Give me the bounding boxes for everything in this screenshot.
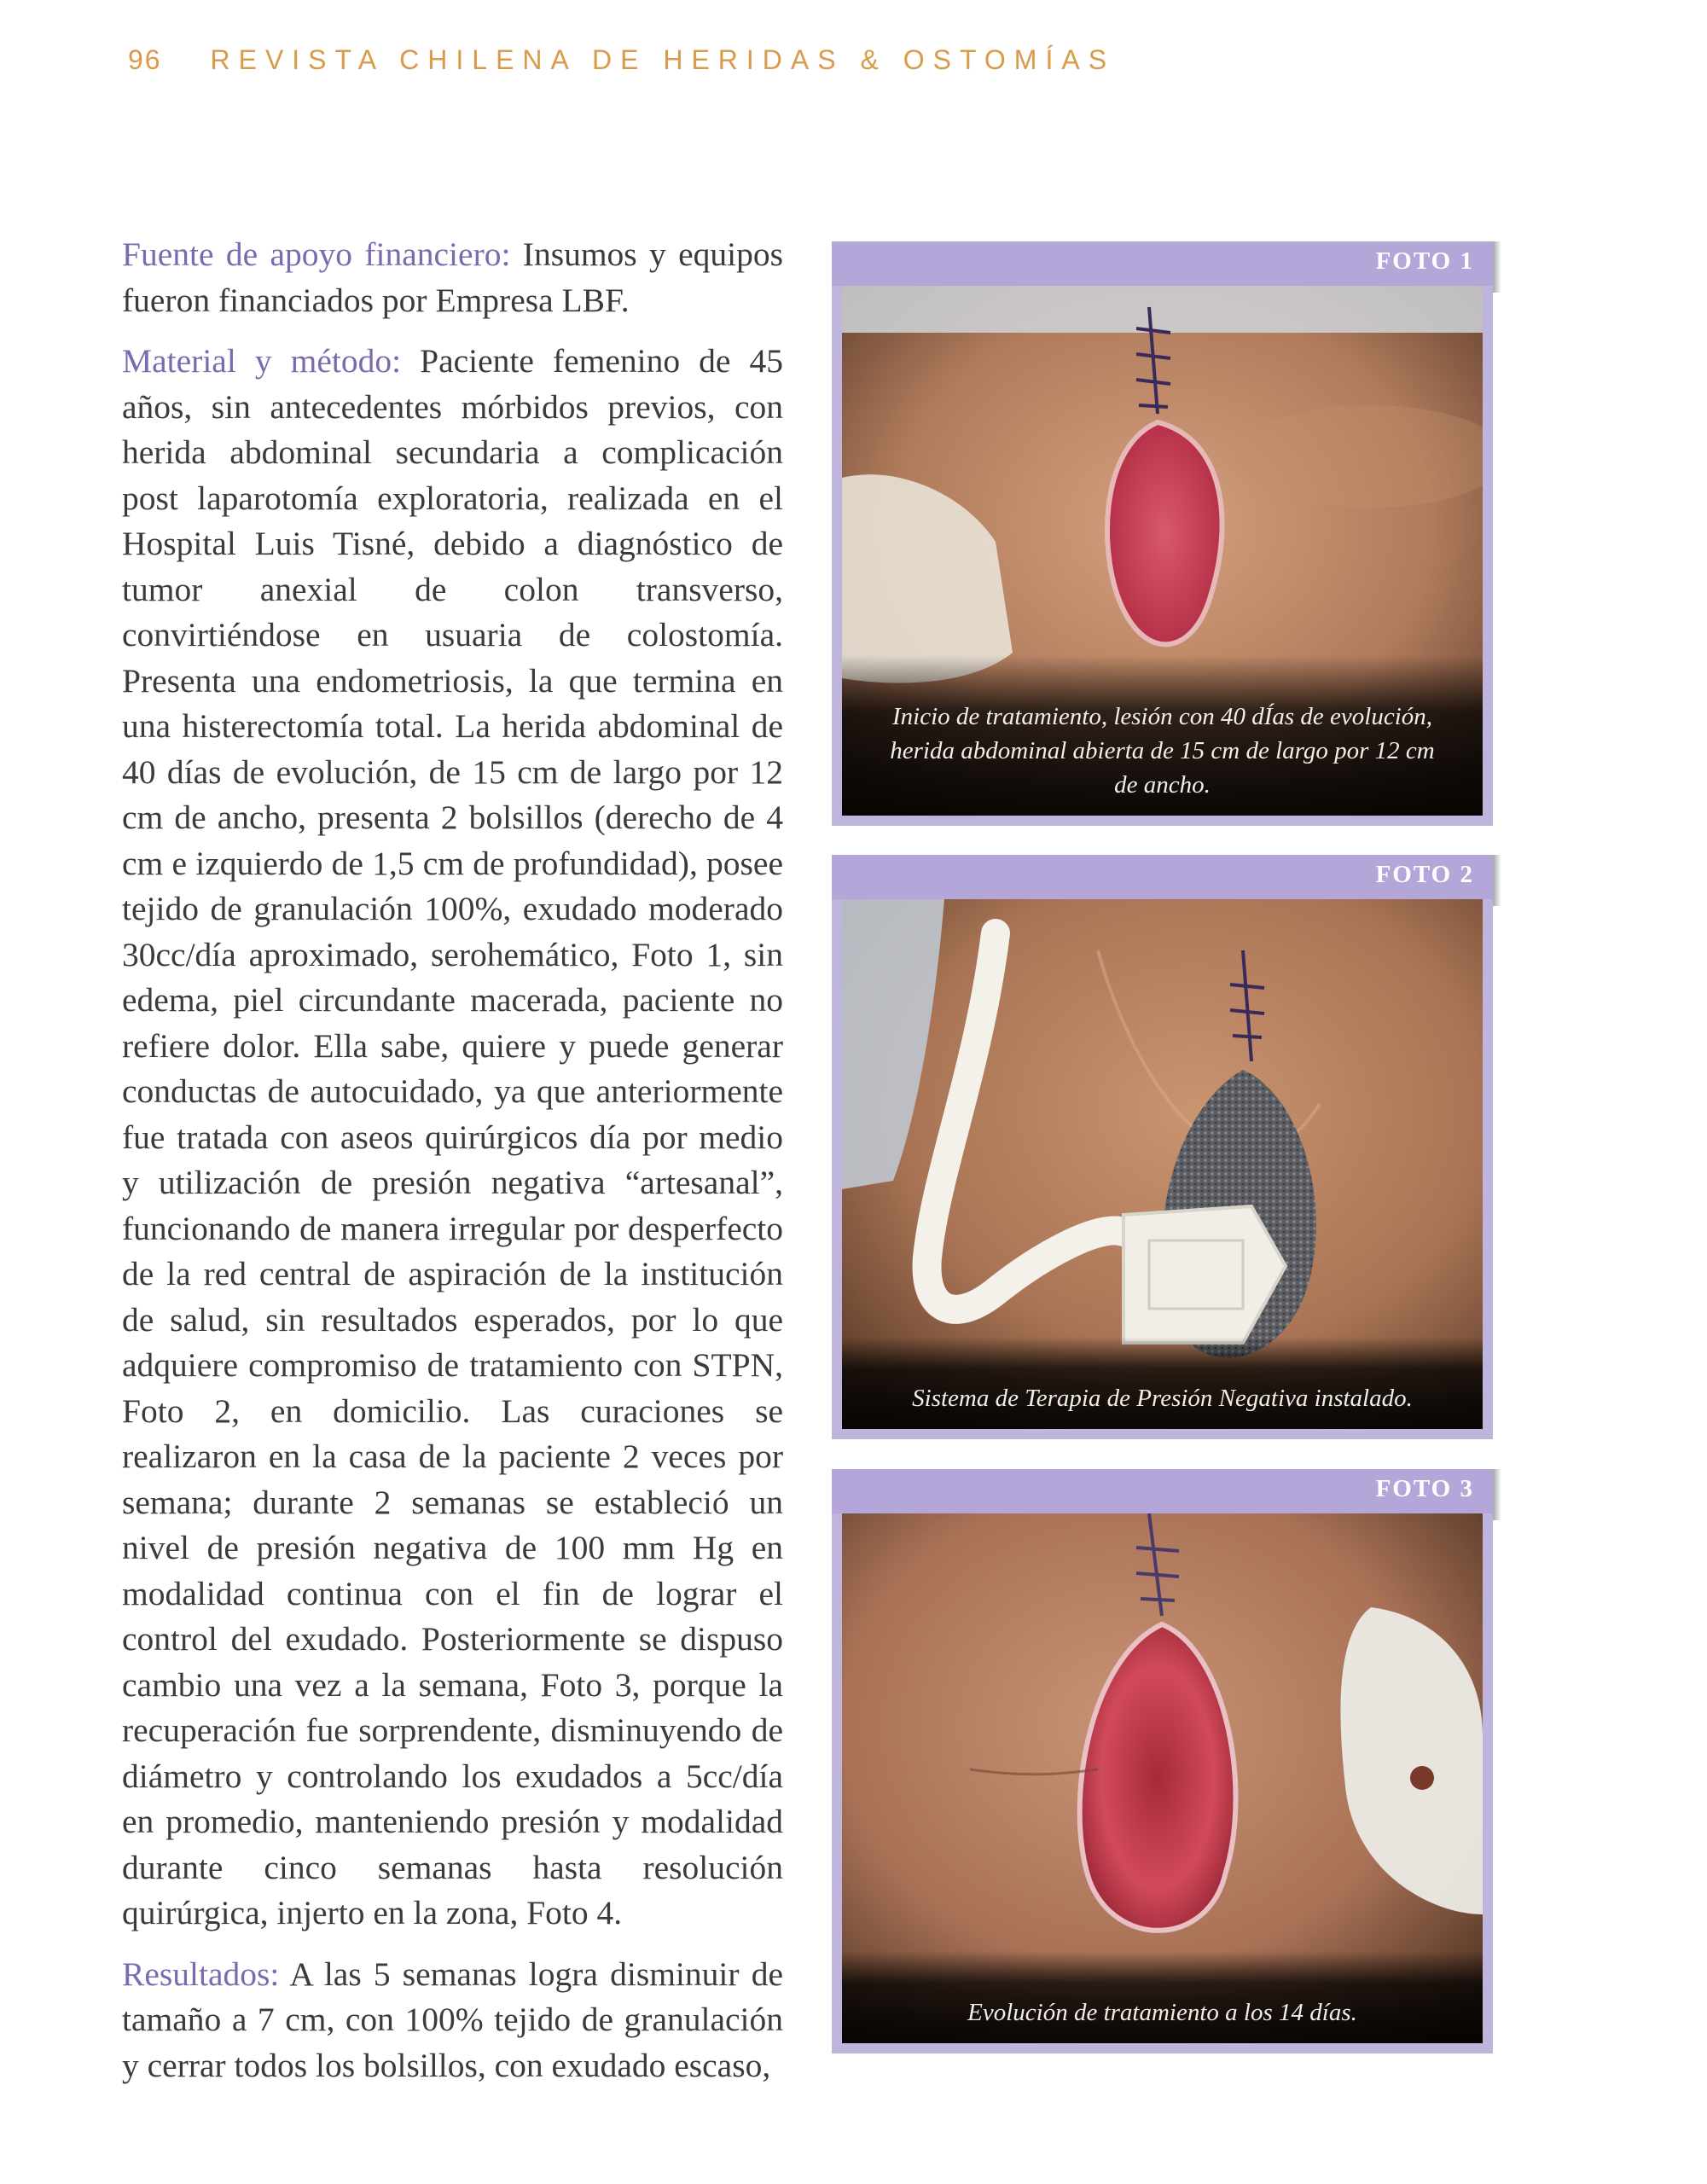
figure-caption: Evolución de tratamiento a los 14 días. [842, 1951, 1483, 2043]
figure-label-bar [832, 1469, 1493, 1513]
wound-photo-1 [842, 286, 1483, 816]
funding-heading: Fuente de apoyo financiero: [122, 235, 511, 273]
methods-heading: Material y método: [122, 342, 402, 380]
figure-foto-1 [832, 241, 1493, 826]
results-paragraph [122, 1952, 783, 2089]
journal-title: REVISTA CHILENA DE HERIDAS & OSTOMÍAS [210, 44, 1116, 75]
figure-caption: Inicio de tratamiento, lesión con 40 dÍas de evolución, herida abdominal abierta de 15 cm de largo por 12 cm de ancho. [842, 655, 1483, 816]
funding-paragraph [122, 232, 783, 323]
wound-photo-2 [842, 899, 1483, 1429]
figure-foto-3 [832, 1469, 1493, 2053]
results-text: A las 5 semanas logra disminuir de tamaño a 7 cm, con 100% tejido de granulación y cerrar todos los bolsillos, con exudado escaso, [122, 1955, 783, 2084]
methods-text: Paciente femenino de 45 años, sin antecedentes mórbidos previos, con herida abdominal secundaria a complicación post laparotomía exploratoria, realizada en el Hospital Luis Tisné, debido a diagnóstico de tumor anexial de colon transverso, convirtiéndose en usuaria de colostomía. Presenta una endometriosis, la que termina en una histerectomía total. La herida abdominal de 40 días de evolución, de 15 cm de largo por 12 cm de ancho, presenta 2 bolsillos (derecho de 4 cm e izquierdo de 1,5 cm de profundidad), posee tejido de granulación 100%, exudado moderado 30cc/día aproximado, serohemático, Foto 1, sin edema, piel circundante macerada, paciente no refiere dolor. Ella sabe, quiere y puede generar conductas de autocuidado, ya que anteriormente fue tratada con aseos quirúrgicos día por medio y utilización de presión negativa “artesanal”, funcionando de manera irregular por desperfecto de la red central de aspiración de la institución de salud, sin resultados esperados, por lo que adquiere compromiso de tratamiento con STPN, Foto 2, en domicilio. Las curaciones se realizaron en la casa de la paciente 2 veces por semana; durante 2 semanas se estableció un nivel de presión negativa de 100 mm Hg en modalidad continua con el fin de lograr el control del exudado. Posteriormente se dispuso cambio una vez a la semana, Foto 3, porque la recuperación fue sorprendente, disminuyendo de diámetro y controlando los exudados a 5cc/día en promedio, manteniendo presión y modalidad durante cinco semanas hasta resolución quirúrgica, injerto en la zona, Foto 4. [122, 342, 784, 1931]
figure-label: FOTO 2 [1375, 861, 1474, 888]
figure-foto-2 [832, 855, 1493, 1439]
running-header [128, 44, 1115, 76]
figure-label: FOTO 3 [1375, 1475, 1474, 1502]
methods-paragraph [122, 339, 783, 1937]
wound-photo-3 [842, 1513, 1483, 2043]
figure-caption: Sistema de Terapia de Presión Negativa instalado. [842, 1337, 1483, 1429]
article-text-column [122, 232, 783, 2104]
figure-label-bar [832, 855, 1493, 899]
page-number: 96 [128, 44, 162, 75]
funding-text: Insumos y equipos fueron financiados por Empresa LBF. [122, 235, 783, 319]
figure-label-bar [832, 241, 1493, 286]
results-heading: Resultados: [122, 1955, 280, 1993]
figure-label: FOTO 1 [1375, 247, 1474, 275]
